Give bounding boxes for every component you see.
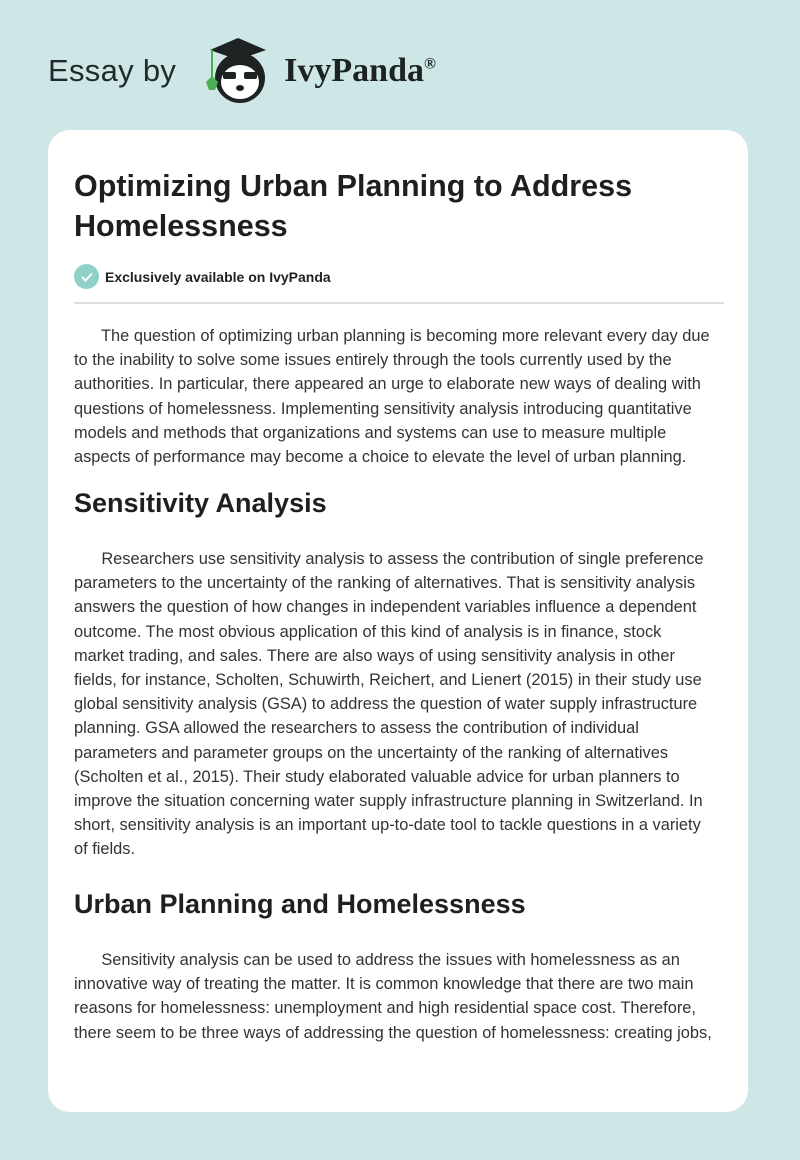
- text-line: improve the situation concerning water supply infrastructure planning in Switzerland. In: [74, 792, 703, 811]
- text-line: answers the question of how changes in independent variables influence a dependent: [74, 598, 697, 617]
- exclusive-label: Exclusively available on IvyPanda: [105, 268, 331, 285]
- text-line: innovative way of treating the matter. It is common knowledge that there are two main: [74, 975, 694, 994]
- essay-title: Optimizing Urban Planning to Address Homelessness: [74, 169, 633, 243]
- text-line: of fields.: [74, 840, 136, 859]
- divider: [74, 302, 724, 304]
- exclusive-badge: [74, 264, 331, 289]
- text-line: Sensitivity analysis can be used to address the issues with homelessness as an: [74, 951, 680, 969]
- text-line: reasons for homelessness: unemployment and high residential space cost. Therefore,: [74, 999, 696, 1018]
- text-line: models and methods that organizations and systems can use to measure multiple: [74, 423, 667, 442]
- text-line: aspects of performance may become a choice to elevate the level of urban planning.: [74, 448, 687, 467]
- text-line: global sensitivity analysis (GSA) to address the question of water supply infrastructure: [74, 695, 698, 714]
- text-line: fields, for instance, Scholten, Schuwirth, Reichert, and Lienert (2015) in their study use: [74, 671, 702, 690]
- text-line: there seem to be three ways of addressing the question of homelessness: creating jobs,: [74, 1023, 712, 1042]
- text-line: market trading, and sales. There are also ways of using sensitivity analysis in other: [74, 646, 675, 665]
- site-header: [48, 36, 436, 106]
- text-line: to the inability to solve some issues entirely through the tools currently used by the: [74, 351, 672, 370]
- essay-by-label: Essay by: [48, 53, 177, 88]
- text-line: authorities. In particular, there appeared an urge to elaborate new ways of dealing with: [74, 375, 701, 394]
- text-line: questions of homelessness. Implementing sensitivity analysis introducing quantitative: [74, 399, 692, 418]
- paragraph-intro: [74, 324, 710, 469]
- heading-sensitivity-analysis: Sensitivity Analysis: [74, 488, 327, 518]
- text-line: (Scholten et al., 2015). Their study elaborated valuable advice for urban planners to: [74, 767, 680, 786]
- text-line: Researchers use sensitivity analysis to assess the contribution of single preference: [74, 550, 704, 568]
- ivypanda-logo-icon[interactable]: [196, 36, 280, 106]
- text-line: outcome. The most obvious application of this kind of analysis is in finance, stock: [74, 622, 662, 641]
- text-line: short, sensitivity analysis is an important up-to-date tool to tackle questions in a variety: [74, 816, 701, 835]
- registered-mark: ®: [424, 55, 436, 73]
- text-line: parameters to the uncertainty of the ranking of alternatives. That is sensitivity analysis: [74, 574, 696, 593]
- text-line: planning. GSA allowed the researchers to assess the contribution of individual: [74, 719, 639, 738]
- brand-name: [284, 52, 436, 90]
- brand-text: IvyPanda: [284, 52, 424, 89]
- text-line: parameters and parameter groups on the uncertainty of the ranking of alternatives: [74, 743, 669, 762]
- paragraph-sensitivity: [74, 547, 704, 862]
- heading-urban-planning: Urban Planning and Homelessness: [74, 889, 526, 919]
- text-line: The question of optimizing urban planning is becoming more relevant every day due: [74, 327, 710, 345]
- paragraph-urban-planning: [74, 948, 712, 1045]
- check-icon: [74, 264, 99, 289]
- essay-card: [48, 130, 748, 1112]
